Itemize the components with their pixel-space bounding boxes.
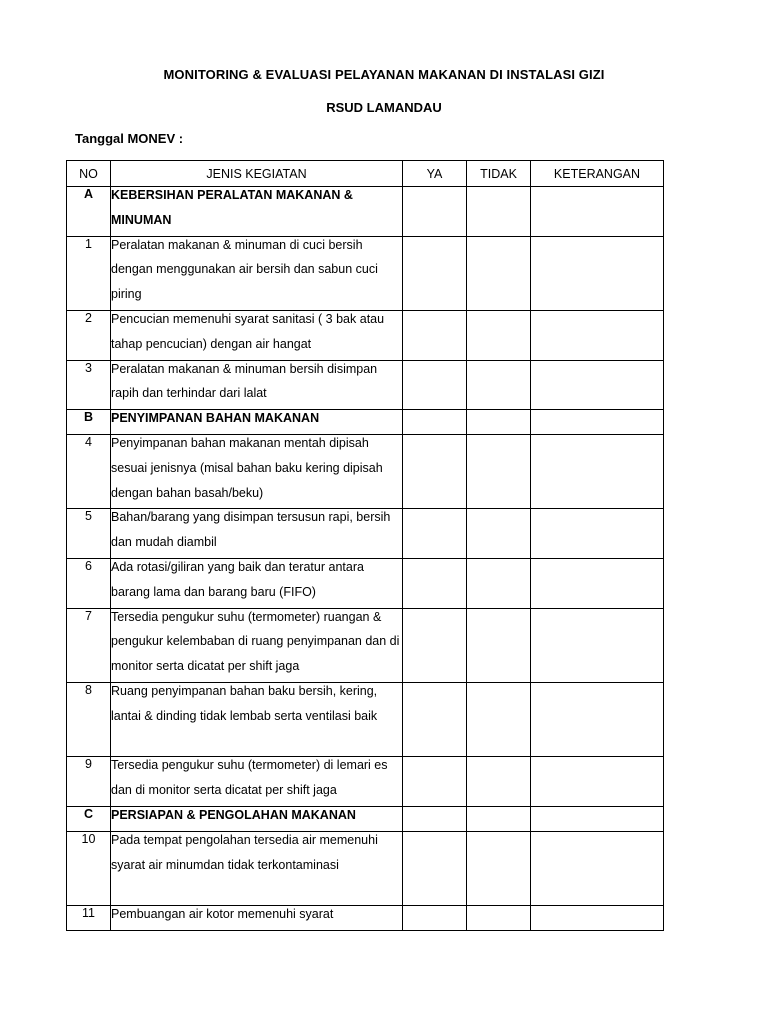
ya-cell[interactable] <box>403 509 467 559</box>
row-activity-text: Pembuangan air kotor memenuhi syarat <box>111 907 334 922</box>
keterangan-cell[interactable] <box>531 806 664 831</box>
row-number-text: A <box>83 187 94 201</box>
row-activity-text: Peralatan makanan & minuman bersih disimpan rapih dan terhindar dari lalat <box>111 361 378 401</box>
row-activity <box>111 608 403 682</box>
ya-cell[interactable] <box>403 906 467 931</box>
tidak-cell[interactable] <box>467 806 531 831</box>
keterangan-cell[interactable] <box>531 236 664 310</box>
row-number <box>67 558 111 608</box>
row-number <box>67 236 111 310</box>
row-number-text: 8 <box>85 682 92 697</box>
tidak-cell[interactable] <box>467 360 531 410</box>
table-row <box>67 757 664 807</box>
tidak-cell[interactable] <box>467 831 531 905</box>
row-number <box>67 360 111 410</box>
document-subtitle: RSUD LAMANDAU <box>326 100 442 115</box>
section-row <box>67 187 664 237</box>
row-number <box>67 187 111 237</box>
tidak-cell[interactable] <box>467 434 531 508</box>
table-row <box>67 558 664 608</box>
ya-cell[interactable] <box>403 236 467 310</box>
tidak-cell[interactable] <box>467 558 531 608</box>
row-number-text: 4 <box>85 434 92 449</box>
header-tidak: TIDAK <box>467 161 531 187</box>
row-activity <box>111 682 403 756</box>
row-activity <box>111 509 403 559</box>
row-activity-text: Ruang penyimpanan bahan baku bersih, kering, lantai & dinding tidak lembab serta ventilasi baik <box>111 683 378 723</box>
row-activity-text: PERSIAPAN & PENGOLAHAN MAKANAN <box>111 807 356 822</box>
row-activity <box>111 187 403 237</box>
row-number <box>67 509 111 559</box>
ya-cell[interactable] <box>403 682 467 756</box>
ya-cell[interactable] <box>403 806 467 831</box>
row-activity <box>111 757 403 807</box>
table-row <box>67 236 664 310</box>
row-number <box>67 410 111 435</box>
ya-cell[interactable] <box>403 831 467 905</box>
row-activity <box>111 236 403 310</box>
row-number-text: B <box>83 410 94 425</box>
header-no: NO <box>67 161 111 187</box>
keterangan-cell[interactable] <box>531 310 664 360</box>
row-number <box>67 608 111 682</box>
row-number-text: 3 <box>85 360 92 375</box>
tidak-cell[interactable] <box>467 410 531 435</box>
row-number-text: 6 <box>85 558 92 573</box>
keterangan-cell[interactable] <box>531 831 664 905</box>
keterangan-cell[interactable] <box>531 608 664 682</box>
keterangan-cell[interactable] <box>531 360 664 410</box>
keterangan-cell[interactable] <box>531 410 664 435</box>
tidak-cell[interactable] <box>467 757 531 807</box>
tidak-cell[interactable] <box>467 906 531 931</box>
row-activity-text: Bahan/barang yang disimpan tersusun rapi, bersih dan mudah diambil <box>111 510 391 550</box>
row-activity-text: Penyimpanan bahan makanan mentah dipisah sesuai jenisnya (misal bahan baku kering dipisah dengan bahan basah/beku) <box>111 435 383 500</box>
keterangan-cell[interactable] <box>531 558 664 608</box>
table-row <box>67 831 664 905</box>
ya-cell[interactable] <box>403 434 467 508</box>
keterangan-cell[interactable] <box>531 757 664 807</box>
ya-cell[interactable] <box>403 310 467 360</box>
row-number <box>67 757 111 807</box>
table-row <box>67 682 664 756</box>
tidak-cell[interactable] <box>467 310 531 360</box>
monev-checklist-table <box>66 160 664 931</box>
keterangan-cell[interactable] <box>531 434 664 508</box>
ya-cell[interactable] <box>403 608 467 682</box>
row-number-text: 9 <box>85 757 92 772</box>
row-activity <box>111 360 403 410</box>
tidak-cell[interactable] <box>467 236 531 310</box>
ya-cell[interactable] <box>403 757 467 807</box>
row-number-text: 11 <box>82 906 95 921</box>
tidak-cell[interactable] <box>467 187 531 237</box>
tidak-cell[interactable] <box>467 682 531 756</box>
header-ya: YA <box>403 161 467 187</box>
row-number <box>67 434 111 508</box>
document-title: MONITORING & EVALUASI PELAYANAN MAKANAN DI INSTALASI GIZI <box>163 67 605 82</box>
keterangan-cell[interactable] <box>531 509 664 559</box>
header-jenis-kegiatan: JENIS KEGIATAN <box>111 161 403 187</box>
row-activity-text: Tersedia pengukur suhu (termometer) ruangan & pengukur kelembaban di ruang penyimpanan dan di monitor serta dicatat per shift jaga <box>111 609 400 674</box>
table-row <box>67 434 664 508</box>
row-activity-text: Tersedia pengukur suhu (termometer) di lemari es dan di monitor serta dicatat per shift jaga <box>111 758 388 798</box>
table-row <box>67 509 664 559</box>
ya-cell[interactable] <box>403 410 467 435</box>
row-number <box>67 682 111 756</box>
keterangan-cell[interactable] <box>531 906 664 931</box>
row-number <box>67 831 111 905</box>
row-activity-text: Pada tempat pengolahan tersedia air memenuhi syarat air minumdan tidak terkontaminasi <box>111 832 378 872</box>
keterangan-cell[interactable] <box>531 187 664 237</box>
row-number-text: 7 <box>85 608 92 623</box>
ya-cell[interactable] <box>403 360 467 410</box>
table-body <box>67 187 664 931</box>
tidak-cell[interactable] <box>467 509 531 559</box>
row-number <box>67 310 111 360</box>
row-number <box>67 806 111 831</box>
row-activity-text: Ada rotasi/giliran yang baik dan teratur antara barang lama dan barang baru (FIFO) <box>111 559 364 599</box>
row-number-text: 5 <box>85 509 92 524</box>
table-row <box>67 906 664 931</box>
row-activity <box>111 558 403 608</box>
header-keterangan: KETERANGAN <box>531 161 664 187</box>
row-activity <box>111 434 403 508</box>
table-row <box>67 310 664 360</box>
table-row <box>67 608 664 682</box>
row-activity-text: KEBERSIHAN PERALATAN MAKANAN & MINUMAN <box>111 188 353 227</box>
row-activity <box>111 831 403 905</box>
table-row <box>67 360 664 410</box>
tidak-cell[interactable] <box>467 608 531 682</box>
row-number <box>67 906 111 931</box>
row-activity <box>111 310 403 360</box>
row-activity <box>111 906 403 931</box>
ya-cell[interactable] <box>403 558 467 608</box>
row-activity-text: PENYIMPANAN BAHAN MAKANAN <box>111 411 320 426</box>
row-activity-text: Peralatan makanan & minuman di cuci bersih dengan menggunakan air bersih dan sabun cuci piring <box>111 237 378 302</box>
row-activity-text: Pencucian memenuhi syarat sanitasi ( 3 bak atau tahap pencucian) dengan air hangat <box>111 311 385 351</box>
monev-date-label: Tanggal MONEV : <box>75 131 184 146</box>
row-number-text: 1 <box>85 236 92 251</box>
row-number-text: 10 <box>81 831 96 846</box>
row-number-text: C <box>83 806 94 821</box>
ya-cell[interactable] <box>403 187 467 237</box>
keterangan-cell[interactable] <box>531 682 664 756</box>
row-number-text: 2 <box>85 310 92 325</box>
